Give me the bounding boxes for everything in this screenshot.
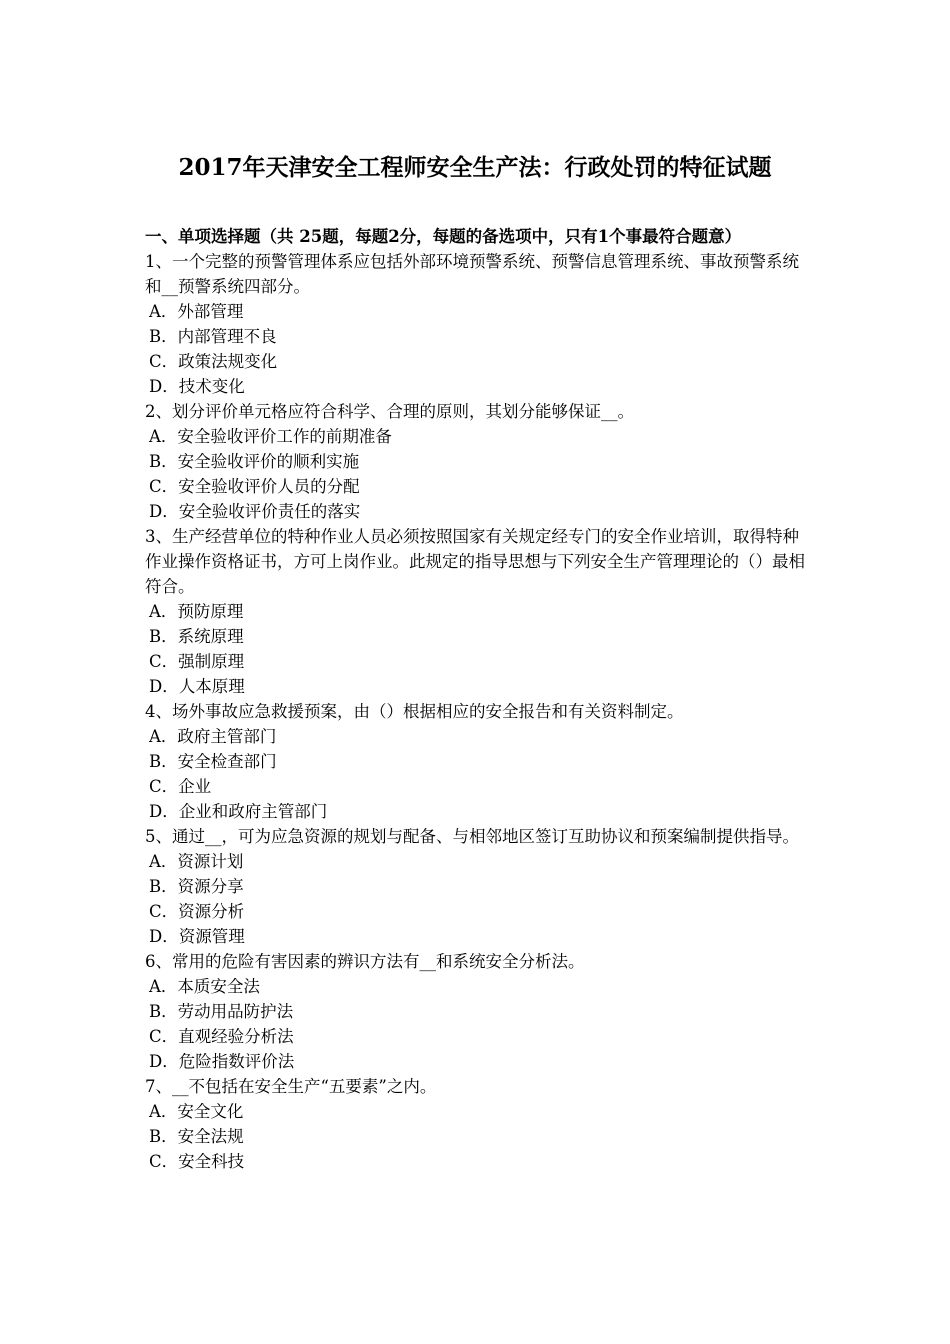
answer-option: C．企业: [149, 777, 212, 796]
answer-option: C．直观经验分析法: [149, 1027, 294, 1046]
answer-option: A．政府主管部门: [149, 727, 277, 746]
question-stem: 4、场外事故应急救援预案，由（）根据相应的安全报告和有关资料制定。: [145, 702, 684, 721]
question-item: [145, 949, 810, 1074]
answer-option: B．劳动用品防护法: [149, 1002, 294, 1021]
question-stem: 2、划分评价单元格应符合科学、合理的原则，其划分能够保证__。: [145, 402, 634, 421]
answer-option: D．人本原理: [149, 677, 245, 696]
answer-option: B．安全验收评价的顺利实施: [149, 452, 360, 471]
answer-option: C．资源分析: [149, 902, 245, 921]
question-list: [145, 249, 810, 1174]
answer-option: D．企业和政府主管部门: [149, 802, 328, 821]
question-stem: 7、__不包括在安全生产“五要素”之内。: [145, 1077, 437, 1096]
document-title: 2017年天津安全工程师安全生产法：行政处罚的特征试题: [178, 154, 772, 181]
answer-option: C．安全科技: [149, 1152, 245, 1171]
question-stem: 3、生产经营单位的特种作业人员必须按照国家有关规定经专门的安全作业培训，取得特种作业操作资格证书，方可上岗作业。此规定的指导思想与下列安全生产管理理论的（）最相符合。: [145, 527, 805, 596]
answer-option: B．系统原理: [149, 627, 244, 646]
answer-option: D．技术变化: [149, 377, 245, 396]
answer-option: B．安全检查部门: [149, 752, 277, 771]
document-body: [145, 224, 810, 1174]
answer-option: A．安全验收评价工作的前期准备: [149, 427, 392, 446]
answer-option: B．安全法规: [149, 1127, 244, 1146]
answer-option: A．安全文化: [149, 1102, 244, 1121]
answer-option: C．政策法规变化: [149, 352, 278, 371]
answer-option: D．资源管理: [149, 927, 245, 946]
answer-option: D．安全验收评价责任的落实: [149, 502, 361, 521]
answer-option: A．预防原理: [149, 602, 244, 621]
question-stem: 1、一个完整的预警管理体系应包括外部环境预警系统、预警信息管理系统、事故预警系统和__预警系统四部分。: [145, 252, 799, 296]
question-item: [145, 249, 810, 399]
answer-option: C．安全验收评价人员的分配: [149, 477, 360, 496]
answer-option: C．强制原理: [149, 652, 245, 671]
question-item: [145, 524, 810, 699]
answer-option: B．资源分享: [149, 877, 244, 896]
section-heading: 一、单项选择题（共 25题，每题2分，每题的备选项中，只有1个事最符合题意）: [145, 227, 742, 246]
answer-option: A．外部管理: [149, 302, 244, 321]
question-item: [145, 699, 810, 824]
answer-option: A．资源计划: [149, 852, 244, 871]
answer-option: A．本质安全法: [149, 977, 260, 996]
question-item: [145, 824, 810, 949]
question-stem: 6、常用的危险有害因素的辨识方法有__和系统安全分析法。: [145, 952, 585, 971]
answer-option: B．内部管理不良: [149, 327, 277, 346]
answer-option: D．危险指数评价法: [149, 1052, 295, 1071]
question-item: [145, 399, 810, 524]
question-stem: 5、通过__，可为应急资源的规划与配备、与相邻地区签订互助协议和预案编制提供指导。: [145, 827, 799, 846]
question-item: [145, 1074, 810, 1174]
